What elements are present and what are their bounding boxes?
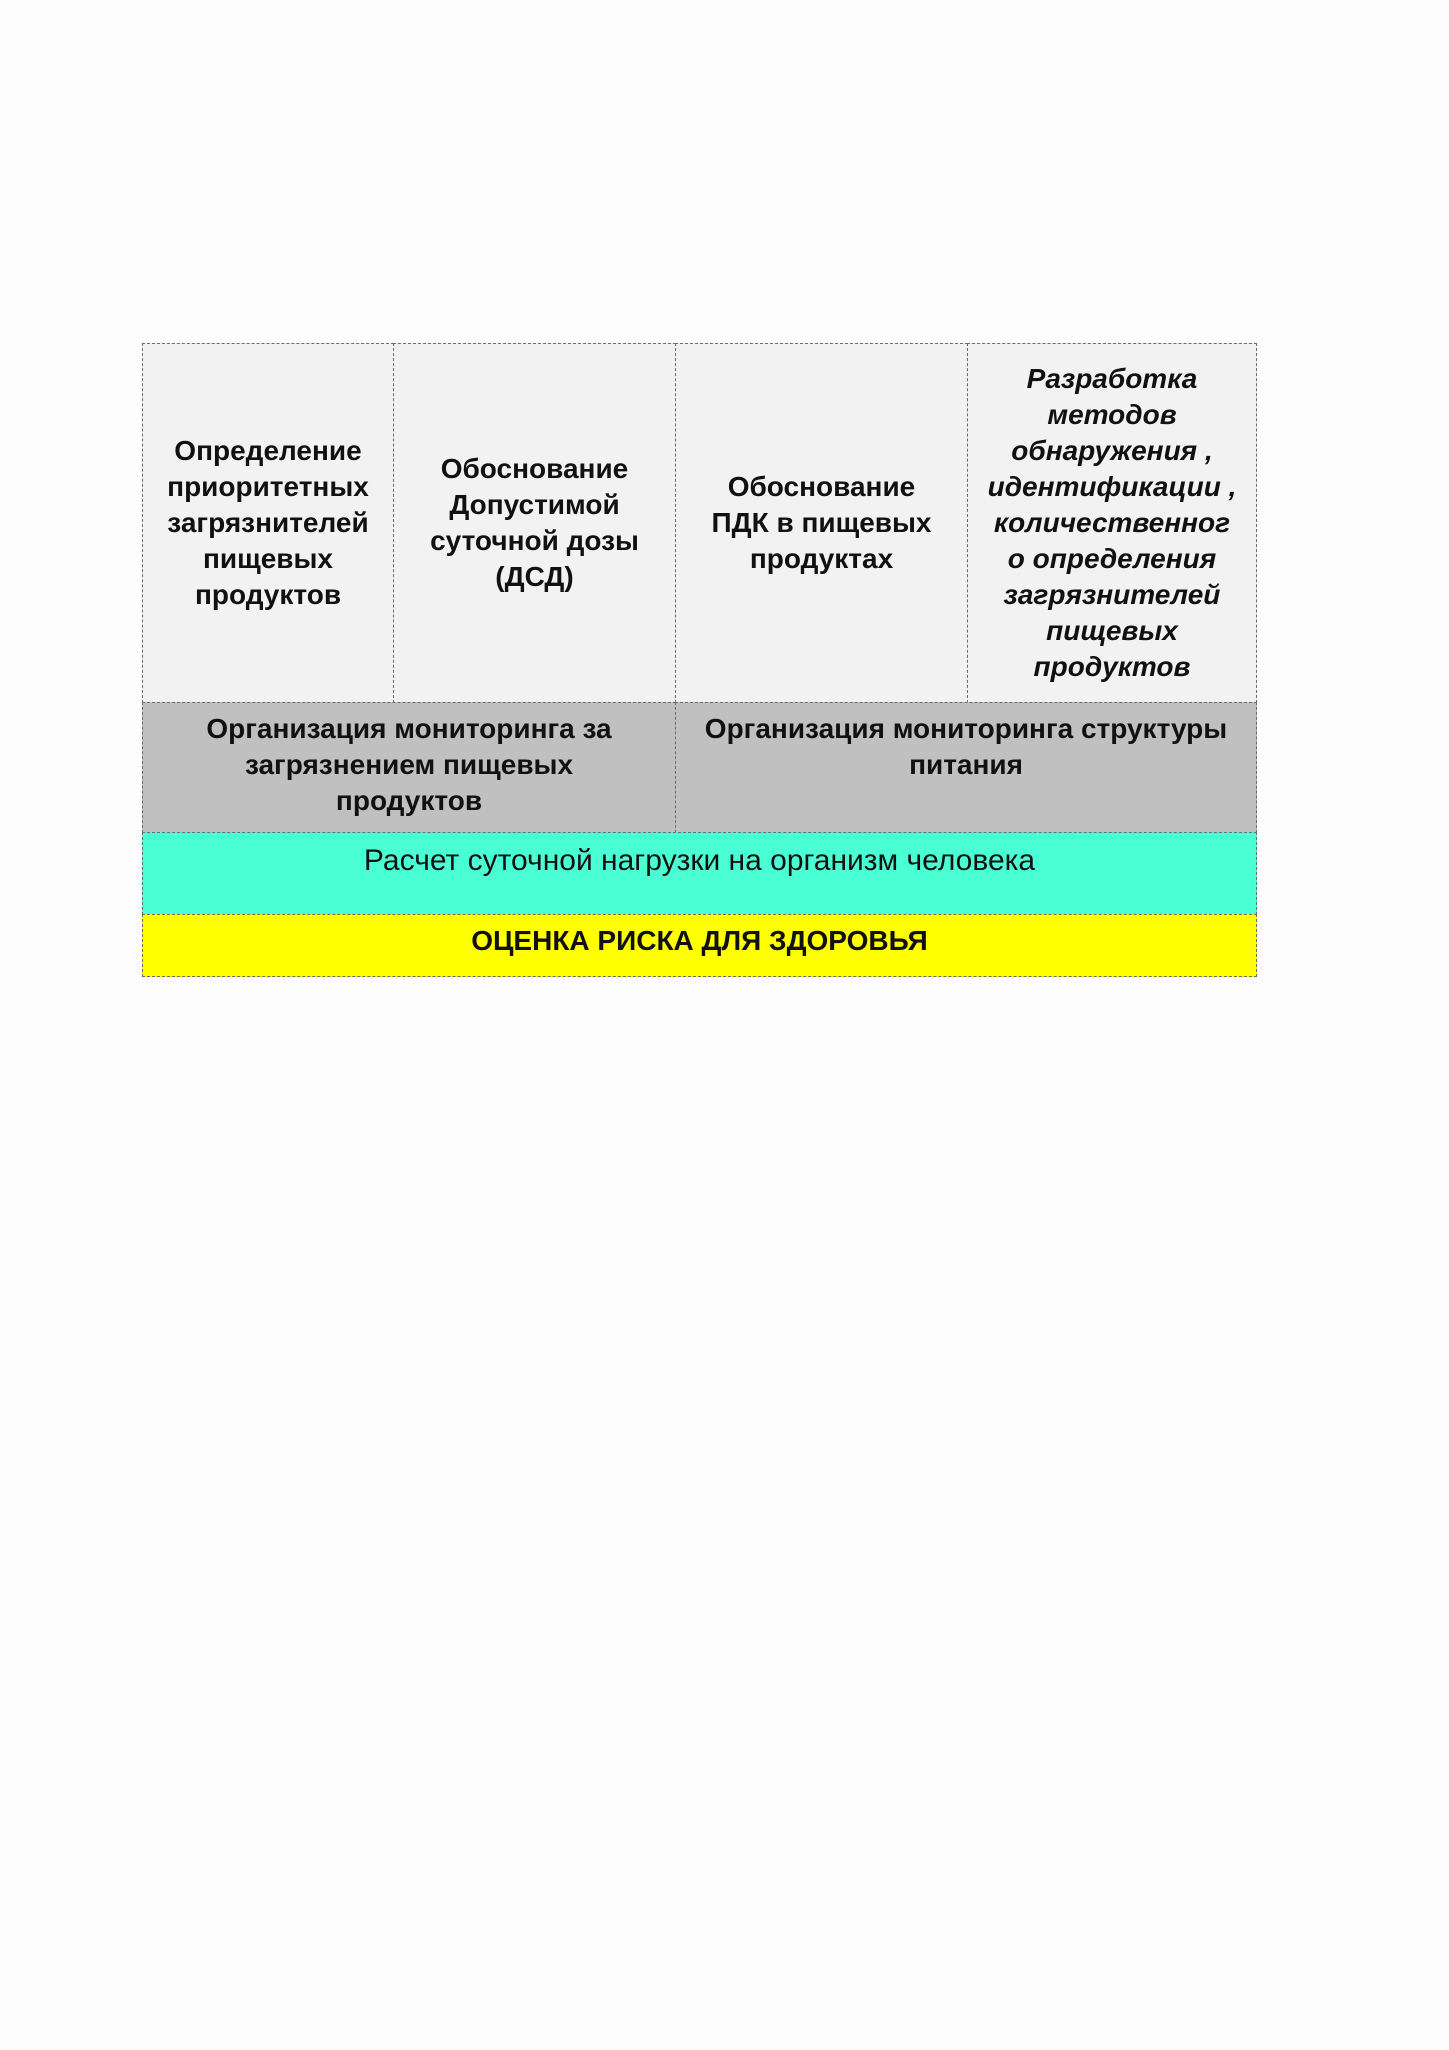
risk-assessment-diagram xyxy=(142,343,1257,977)
cell-contamination-monitoring-text: Организация мониторинга за загрязнением пищевых продуктов xyxy=(206,713,612,816)
cell-detection-methods-text: Разработка методов обнаружения , идентификации , количественног о определения загрязнителей пищевых продуктов xyxy=(987,363,1237,682)
cell-mac-in-food xyxy=(675,343,968,703)
cell-acceptable-daily-intake xyxy=(393,343,676,703)
cell-priority-contaminants-text: Определение приоритетных загрязнителей пищевых продуктов xyxy=(167,435,369,610)
cell-health-risk-assessment xyxy=(142,914,1257,977)
cell-contamination-monitoring xyxy=(142,702,676,833)
cell-acceptable-daily-intake-text: Обоснование Допустимой суточной дозы (ДСД) xyxy=(430,453,639,592)
cell-priority-contaminants xyxy=(142,343,394,703)
cell-health-risk-assessment-text: ОЦЕНКА РИСКА ДЛЯ ЗДОРОВЬЯ xyxy=(471,925,928,956)
cell-daily-load-calculation-text: Расчет суточной нагрузки на организм человека xyxy=(363,844,1036,877)
cell-mac-in-food-text: Обоснование ПДК в пищевых продуктах xyxy=(711,471,932,574)
cell-detection-methods xyxy=(967,343,1257,703)
cell-diet-structure-monitoring xyxy=(675,702,1257,833)
cell-daily-load-calculation xyxy=(142,832,1257,915)
cell-diet-structure-monitoring-text: Организация мониторинга структуры питания xyxy=(704,713,1228,780)
